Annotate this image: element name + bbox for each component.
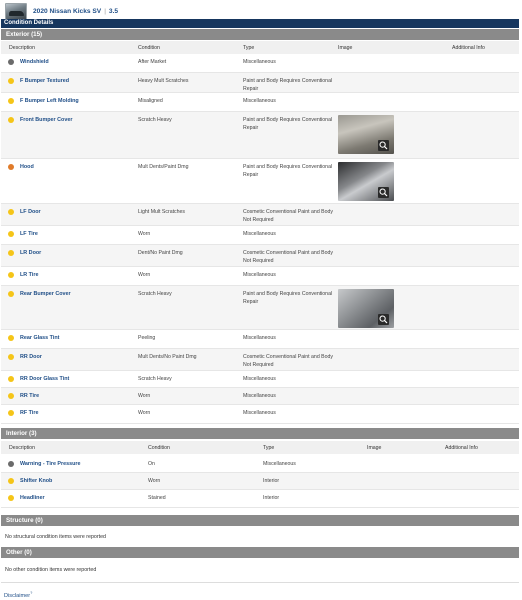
row-type: Interior [263, 495, 280, 501]
severity-dot-icon [8, 209, 14, 215]
row-type: Paint and Body Requires Conventional Repair [243, 291, 333, 305]
table-row [1, 93, 519, 112]
row-description-link[interactable]: LR Tire [20, 272, 39, 278]
row-condition: Light Mult Scratches [138, 209, 185, 215]
table-row [1, 371, 519, 388]
row-type: Interior [263, 478, 280, 484]
col-condition: Condition [148, 445, 170, 451]
row-description-link[interactable]: LF Tire [20, 231, 38, 237]
table-row [1, 226, 519, 245]
severity-dot-icon [8, 98, 14, 104]
col-condition: Condition [138, 45, 160, 51]
row-type: Miscellaneous [243, 231, 276, 237]
row-condition: Dent/No Paint Dmg [138, 250, 183, 256]
disclaimer-text[interactable]: Disclaimer [4, 592, 31, 599]
row-condition: Mult Dents/Paint Dmg [138, 164, 189, 170]
row-condition: On [148, 461, 155, 467]
severity-dot-icon [8, 393, 14, 399]
col-type: Type [263, 445, 275, 451]
row-description-link[interactable]: Front Bumper Cover [20, 117, 73, 123]
table-row [1, 456, 519, 473]
severity-dot-icon [8, 410, 14, 416]
row-type: Paint and Body Requires Conventional Repair [243, 164, 333, 178]
table-row [1, 204, 519, 226]
row-type: Miscellaneous [243, 272, 276, 278]
zoom-magnifier-icon[interactable] [378, 314, 389, 325]
exterior-section-header[interactable]: Exterior (15) [1, 29, 519, 40]
structure-empty-message: No structural condition items were reported [5, 534, 106, 540]
table-row [1, 286, 519, 330]
row-condition: Worn [138, 231, 151, 237]
other-empty-message: No other condition items were reported [5, 567, 97, 573]
row-description-link[interactable]: Warning - Tire Pressure [20, 461, 81, 467]
row-condition: Stained [148, 495, 166, 501]
severity-dot-icon [8, 78, 14, 84]
row-type: Miscellaneous [243, 410, 276, 416]
table-row [1, 388, 519, 405]
row-type: Miscellaneous [243, 98, 276, 104]
severity-dot-icon [8, 272, 14, 278]
row-type: Miscellaneous [243, 335, 276, 341]
row-condition: Worn [148, 478, 161, 484]
structure-section-header[interactable]: Structure (0) [1, 515, 519, 526]
col-type: Type [243, 45, 255, 51]
table-row [1, 245, 519, 267]
footer-divider [1, 582, 519, 583]
row-type: Paint and Body Requires Conventional Repair [243, 117, 333, 131]
row-type: Miscellaneous [243, 393, 276, 399]
row-description-link[interactable]: LF Door [20, 209, 41, 215]
condition-report-page [1, 0, 519, 600]
other-section-header[interactable]: Other (0) [1, 547, 519, 558]
severity-dot-icon [8, 250, 14, 256]
row-condition: Worn [138, 410, 151, 416]
severity-dot-icon [8, 231, 14, 237]
col-description: Description [9, 445, 35, 451]
row-condition: Mult Dents/No Paint Dmg [138, 354, 197, 360]
row-description-link[interactable]: Rear Glass Tint [20, 335, 60, 341]
row-condition: After Market [138, 59, 167, 65]
condition-details-header: Condition Details [1, 19, 519, 28]
col-description: Description [9, 45, 35, 51]
row-type: Paint and Body Requires Conventional Repair [243, 78, 333, 92]
severity-dot-icon [8, 164, 14, 170]
vehicle-thumbnail[interactable] [5, 3, 27, 20]
interior-section-header[interactable]: Interior (3) [1, 428, 519, 439]
row-description-link[interactable]: LR Door [20, 250, 42, 256]
row-condition: Misaligned [138, 98, 163, 104]
severity-dot-icon [8, 291, 14, 297]
vehicle-title[interactable]: 2020 Nissan Kicks SV [33, 7, 102, 15]
row-condition: Worn [138, 272, 151, 278]
row-condition: Scratch Heavy [138, 117, 172, 123]
col-image: Image [338, 45, 353, 51]
row-condition: Scratch Heavy [138, 291, 172, 297]
hood-photo[interactable] [338, 162, 394, 201]
row-condition: Worn [138, 393, 151, 399]
row-condition: Scratch Heavy [138, 376, 172, 382]
table-row [1, 54, 519, 73]
col-image: Image [367, 445, 382, 451]
table-row [1, 330, 519, 349]
table-row [1, 349, 519, 371]
table-row [1, 73, 519, 93]
severity-dot-icon [8, 461, 14, 467]
rear-bumper-photo[interactable] [338, 289, 394, 328]
table-row [1, 112, 519, 159]
row-description-link[interactable]: RR Door Glass Tint [20, 376, 70, 382]
row-description-link[interactable]: F Bumper Textured [20, 78, 70, 84]
row-description-link[interactable]: Windshield [20, 59, 49, 65]
exterior-column-headers [1, 41, 519, 54]
title-separator: | [104, 7, 106, 15]
disclaimer-link[interactable] [4, 590, 32, 599]
table-row [1, 490, 519, 508]
row-description-link[interactable]: Rear Bumper Cover [20, 291, 71, 297]
row-type: Miscellaneous [243, 59, 276, 65]
severity-dot-icon [8, 335, 14, 341]
severity-dot-icon [8, 117, 14, 123]
severity-dot-icon [8, 354, 14, 360]
row-type: Cosmetic Conventional Paint and Body Not Required [243, 354, 333, 368]
severity-dot-icon [8, 478, 14, 484]
severity-dot-icon [8, 59, 14, 65]
col-additional-info: Additional Info [452, 45, 485, 51]
front-bumper-photo[interactable] [338, 115, 394, 154]
row-condition: Peeling [138, 335, 156, 341]
zoom-magnifier-icon[interactable] [378, 187, 389, 198]
row-type: Cosmetic Conventional Paint and Body Not Required [243, 209, 333, 223]
severity-dot-icon [8, 495, 14, 501]
col-additional-info: Additional Info [445, 445, 478, 451]
table-row [1, 473, 519, 490]
table-row [1, 267, 519, 286]
table-row [1, 405, 519, 424]
row-type: Miscellaneous [243, 376, 276, 382]
disclaimer-help-icon[interactable]: ? [30, 590, 33, 595]
row-description-link[interactable]: RR Tire [20, 393, 40, 399]
row-description-link[interactable]: Headliner [20, 495, 45, 501]
row-description-link[interactable]: RF Tire [20, 410, 39, 416]
row-type: Miscellaneous [263, 461, 296, 467]
row-type: Cosmetic Conventional Paint and Body Not Required [243, 250, 333, 264]
row-description-link[interactable]: Shifter Knob [20, 478, 53, 484]
condition-grade[interactable]: 3.5 [108, 7, 119, 15]
table-row [1, 159, 519, 204]
zoom-magnifier-icon[interactable] [378, 140, 389, 151]
interior-column-headers [1, 441, 519, 454]
row-description-link[interactable]: RR Door [20, 354, 42, 360]
row-description-link[interactable]: F Bumper Left Molding [20, 98, 79, 104]
severity-dot-icon [8, 376, 14, 382]
row-description-link[interactable]: Hood [20, 164, 34, 170]
row-condition: Heavy Mult Scratches [138, 78, 189, 84]
